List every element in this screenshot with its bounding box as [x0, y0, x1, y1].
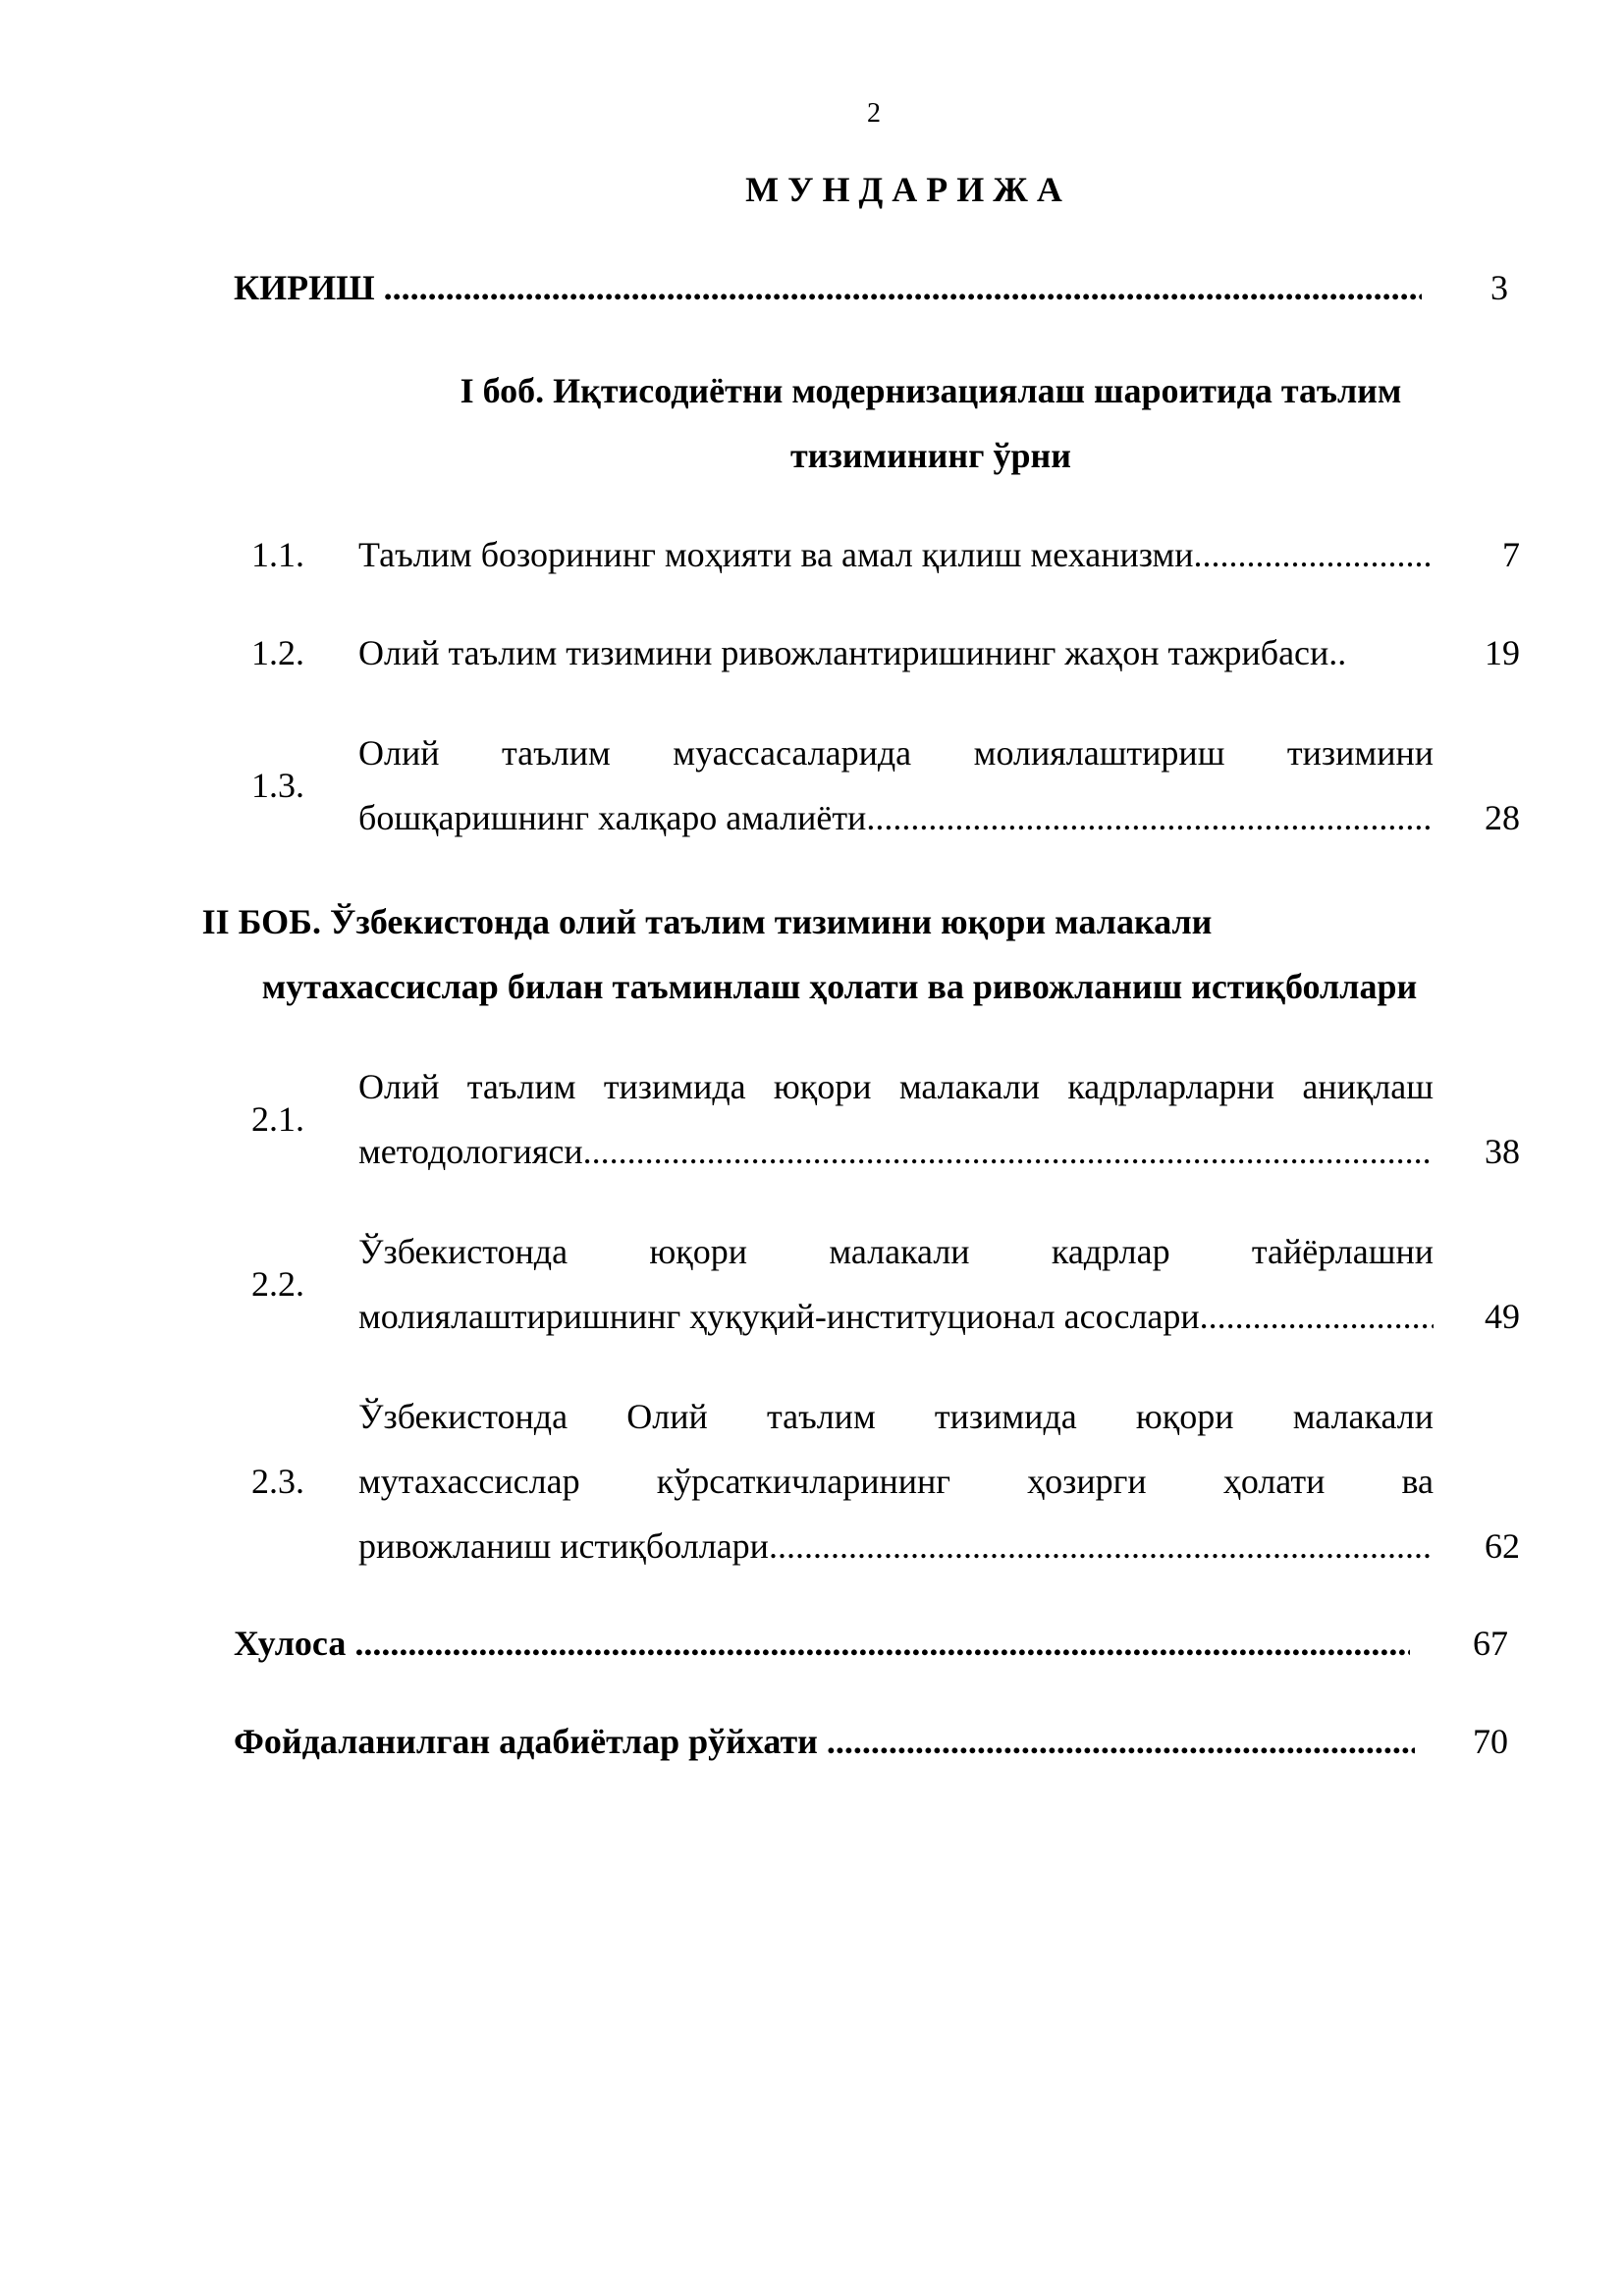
chapter-heading-line: I боб. Иқтисодиётни модернизациялаш шароитида таълим: [460, 371, 1402, 410]
section-title-line: Ўзбекистонда Олий таълим тизимида юқори малакали: [358, 1397, 1434, 1436]
toc-page-ref: 3: [1490, 268, 1508, 307]
section-title-line: бошқаришнинг халқаро амалиёти .....: [358, 785, 1434, 850]
section-number: 1.1.: [251, 535, 304, 574]
toc-entry-label: Хулоса .....: [234, 1616, 1410, 1671]
section-title-line: мутахассислар кўрсаткичларининг ҳозирги ҳолати ва: [358, 1462, 1434, 1501]
section-title-line: методологияси .....: [358, 1119, 1434, 1184]
chapter-heading-line: тизимининг ўрни: [790, 436, 1071, 475]
section-number: 1.2.: [251, 633, 304, 672]
section-title-line: молиялаштиришнинг ҳуқуқий-институционал асослари .....: [358, 1284, 1434, 1349]
toc-page-ref: 38: [1485, 1132, 1520, 1171]
toc-entry-intro[interactable]: [234, 260, 1508, 315]
section-number: 1.3.: [251, 766, 304, 805]
section-title-line: Олий таълим тизимини ривожлантиришининг жаҳон тажрибаси..: [358, 633, 1347, 672]
section-title-line: Олий таълим муассасаларида молиялаштириш тизимини: [358, 733, 1434, 773]
toc-entry-label: КИРИШ .....: [234, 260, 1422, 315]
toc-page-ref: 62: [1485, 1526, 1520, 1566]
section-title-line: Таълим бозорининг моҳияти ва амал қилиш механизми .....: [358, 522, 1434, 587]
section-title-line: ривожланиш истиқболлари .....: [358, 1514, 1434, 1578]
toc-page-ref: 70: [1473, 1722, 1508, 1761]
section-title-line: Ўзбекистонда юқори малакали кадрлар тайёрлашни: [358, 1232, 1434, 1271]
toc-page-ref: 49: [1485, 1297, 1520, 1336]
toc-page-ref: 19: [1485, 633, 1520, 672]
toc-entry-2-1[interactable]: [234, 1054, 1520, 1184]
toc-entry-2-2[interactable]: [234, 1219, 1520, 1349]
toc-page-ref: 67: [1473, 1624, 1508, 1663]
chapter-heading-1: [0, 358, 1624, 488]
section-number: 2.3.: [251, 1462, 304, 1501]
section-title-line: Олий таълим тизимида юқори малакали кадрларларни аниқлаш: [358, 1067, 1434, 1106]
chapter-heading-line: II БОБ. Ўзбекистонда олий таълим тизимини юқори малакали: [201, 902, 1213, 941]
toc-entry-2-3[interactable]: [234, 1384, 1520, 1578]
toc-entry-1-2[interactable]: [234, 620, 1520, 685]
chapter-heading-2: [196, 889, 1483, 1019]
toc-title: МУНДАРИЖА: [745, 170, 1071, 209]
section-number: 2.1.: [251, 1099, 304, 1139]
toc-entry-references[interactable]: [234, 1714, 1508, 1769]
page-number: 2: [867, 98, 881, 129]
toc-page-ref: 7: [1502, 535, 1520, 574]
section-number: 2.2.: [251, 1264, 304, 1304]
toc-entry-label: Фойдаланилган адабиётлар рўйхати .....: [234, 1714, 1415, 1769]
toc-page-ref: 28: [1485, 798, 1520, 837]
toc-entry-1-3[interactable]: [234, 721, 1520, 850]
toc-entry-1-1[interactable]: [234, 522, 1520, 587]
toc-entry-conclusion[interactable]: [234, 1616, 1508, 1671]
chapter-heading-line: мутахассислар билан таъминлаш ҳолати ва ривожланиш истиқболлари: [261, 967, 1418, 1006]
